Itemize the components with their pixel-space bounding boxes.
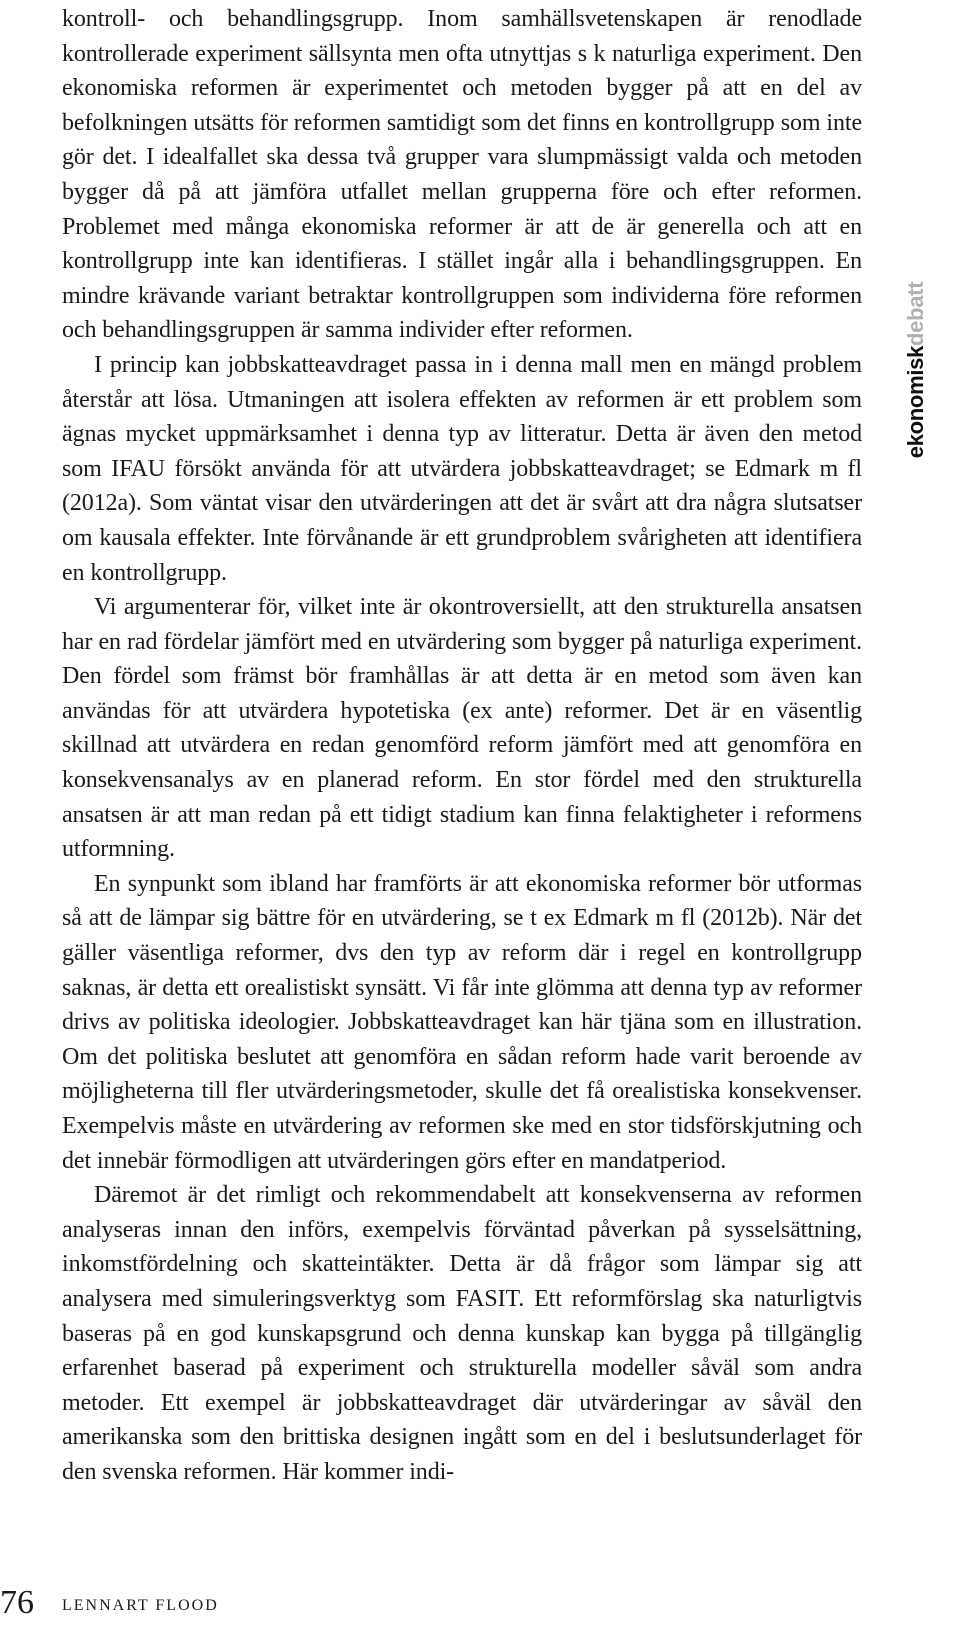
- paragraph-1: kontroll- och behandlingsgrupp. Inom samhällsvetenskapen är renodlade kontrollerade experiment sällsynta men ofta utnyttjas s k naturliga experiment. Den ekonomiska reformen är experimentet och metoden bygger på att en del av befolkningen utsätts för reformen samtidigt som det finns en kontrollgrupp som inte gör det. I idealfallet ska dessa två grupper vara slumpmässigt valda och metoden bygger då på att jämföra utfallet mellan grupperna före och efter reformen. Problemet med många ekonomiska reformer är att de är generella och att en kontrollgrupp inte kan identifieras. I stället ingår alla i behandlingsgruppen. En mindre krävande variant betraktar kontrollgruppen som individerna före reformen och behandlingsgruppen är samma individer efter reformen.: [62, 6, 862, 344]
- paragraph-3: Vi argumenterar för, vilket inte är okontroversiellt, att den strukturella ansatsen har en rad fördelar jämfört med en utvärdering som bygger på naturliga experiment. Den fördel som främst bör framhållas är att detta är en metod som även kan användas för att utvärdera hypotetiska (ex ante) reformer. Det är en väsentlig skillnad att utvärdera en redan genomförd reform jämfört med att genomföra en konsekvensanalys av en planerad reform. En stor fördel med den strukturella ansatsen är att man redan på ett tidigt stadium kan finna felaktigheter i reformens utformning.: [62, 594, 862, 863]
- journal-side-label: [895, 270, 937, 470]
- paragraph-4: En synpunkt som ibland har framförts är att ekonomiska reformer bör utformas så att de lämpar sig bättre för en utvärdering, se t ex Edmark m fl (2012b). När det gäller väsentliga reformer, dvs den typ av reform där i regel en kontrollgrupp saknas, är detta ett orealistiskt synsätt. Vi får inte glömma att denna typ av reformer drivs av politiska ideologier. Jobbskatteavdraget kan här tjäna som en illustration. Om det politiska beslutet att genomföra en sådan reform hade varit beroende av möjligheterna till fler utvärderingsmetoder, skulle det få orealistiska konsekvenser. Exempelvis måste en utvärdering av reformen ske med en stor tidsförskjutning och det innebär förmodligen att utvärderingen görs efter en mandatperiod.: [62, 870, 862, 1174]
- page-number: 76: [0, 1584, 34, 1621]
- journal-name-light: debatt: [903, 281, 928, 346]
- paragraph-2: I princip kan jobbskatteavdraget passa in i denna mall men en mängd problem återstår att lösa. Utmaningen att isolera effekten av reformen är ett problem som ägnas mycket uppmärksamhet i denna typ av litteratur. Detta är även den metod som IFAU försökt använda för att utvärdera jobbskatteavdraget; se Edmark m fl (2012a). Som väntat visar den utvärderingen att det är svårt att dra några slutsatser om kausala effekter. Inte förvånande är ett grundproblem svårigheten att identifiera en kontrollgrupp.: [62, 351, 862, 586]
- article-body: [62, 2, 862, 1490]
- page-footer: [0, 1584, 960, 1628]
- journal-name: [903, 282, 929, 458]
- journal-name-bold: ekonomisk: [903, 345, 928, 459]
- running-author: LENNART FLOOD: [62, 1597, 219, 1614]
- paragraph-5: Däremot är det rimligt och rekommendabelt att konsekvenserna av reformen analyseras innan den införs, exempelvis förväntad påverkan på sysselsättning, inkomstfördelning och skatteintäkter. Detta är då frågor som lämpar sig att analysera med simuleringsverktyg som FASIT. Ett reformförslag ska naturligtvis baseras på en god kunskapsgrund och denna kunskap kan bygga på tillgänglig erfarenhet baserad på experiment och strukturella modeller såväl som andra metoder. Ett exempel är jobbskatteavdraget där utvärderingar av såväl den amerikanska som den brittiska designen ingått som en del i beslutsunderlaget för den svenska reformen. Här kommer indi-: [62, 1182, 862, 1485]
